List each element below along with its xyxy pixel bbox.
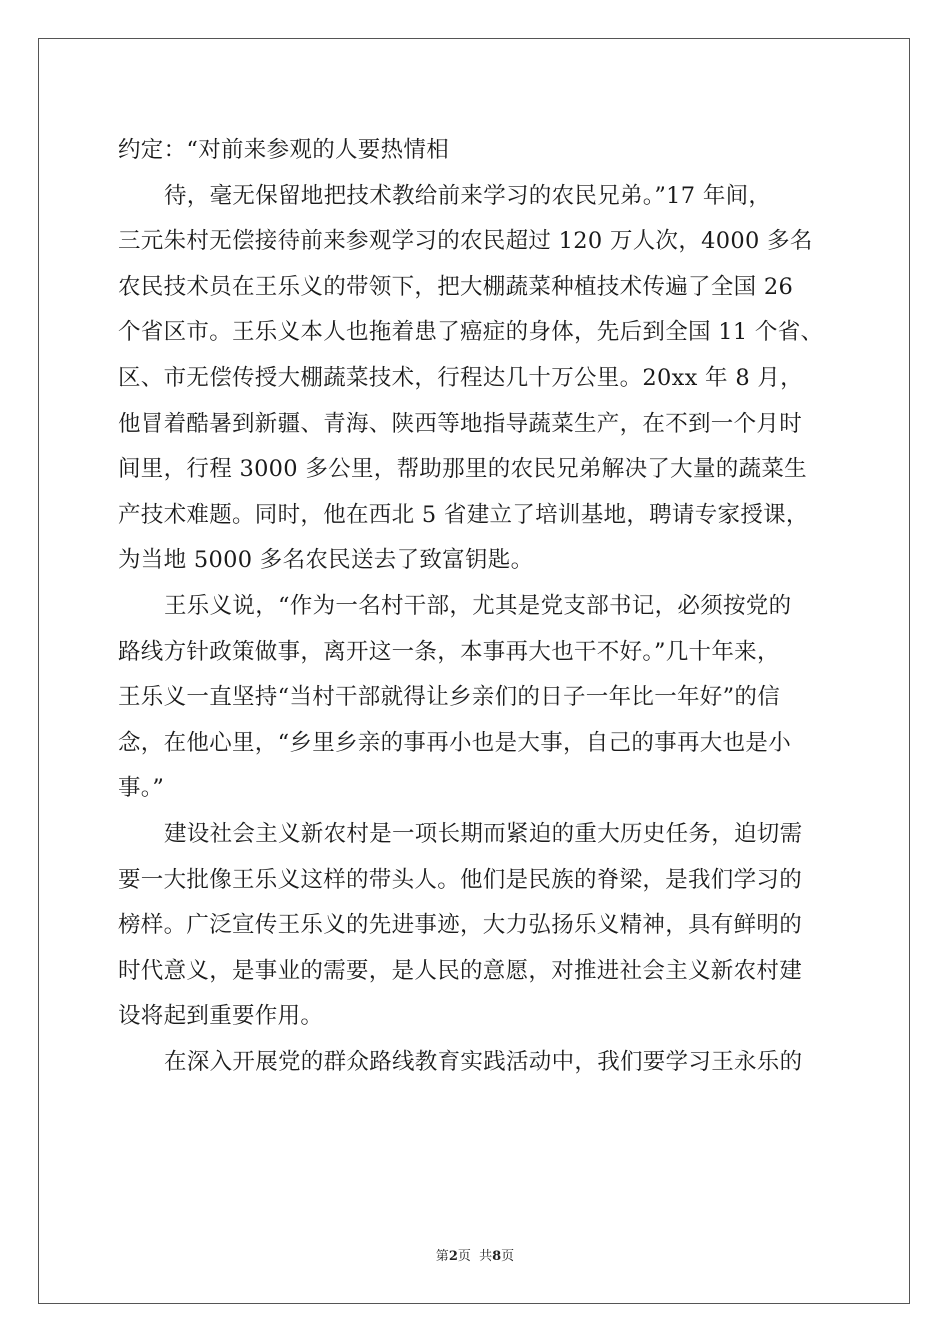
page-footer [0,1245,950,1264]
text-line: 路线方针政策做事，离开这一条，本事再大也干不好。”几十年来， [118,638,780,665]
text-line: 为当地 5000 多名农民送去了致富钥匙。 [118,547,534,574]
text-line: 区、市无偿传授大棚蔬菜技术，行程达几十万公里。20xx 年 8 月， [118,364,803,391]
text-line: 榜样。广泛宣传王乐义的先进事迹，大力弘扬乐义精神，具有鲜明的 [118,912,803,939]
footer-mid: 页 共 [457,1249,493,1264]
text-line: 设将起到重要作用。 [118,1003,324,1030]
text-line: 念，在他心里，“乡里乡亲的事再小也是大事，自己的事再大也是小 [118,729,792,756]
text-line: 要一大批像王乐义这样的带头人。他们是民族的脊梁，是我们学习的 [118,866,803,893]
text-line: 在深入开展党的群众路线教育实践活动中，我们要学习王永乐的 [164,1048,803,1075]
footer-page-number: 2 [448,1249,458,1264]
text-line: 待，毫无保留地把技术教给前来学习的农民兄弟。”17 年间， [164,182,772,209]
text-line: 王乐义一直坚持“当村干部就得让乡亲们的日子一年比一年好”的信 [118,684,781,711]
text-line: 事。” [118,775,165,802]
text-line: 农民技术员在王乐义的带领下，把大棚蔬菜种植技术传遍了全国 26 [118,273,794,300]
text-line: 三元朱村无偿接待前来参观学习的农民超过 120 万人次，4000 多名 [118,228,813,255]
text-line: 产技术难题。同时，他在西北 5 省建立了培训基地，聘请专家授课， [118,501,809,528]
text-line: 王乐义说，“作为一名村干部，尤其是党支部书记，必须按党的 [164,592,792,619]
text-line: 约定：“对前来参观的人要热情相 [118,137,450,163]
text-line: 建设社会主义新农村是一项长期而紧迫的重大历史任务，迫切需 [164,820,803,847]
footer-suffix: 页 [501,1249,515,1264]
document-body [118,128,848,1085]
text-line: 间里，行程 3000 多公里，帮助那里的农民兄弟解决了大量的蔬菜生 [118,456,807,483]
text-line: 个省区市。王乐义本人也拖着患了癌症的身体，先后到全国 11 个省、 [118,319,824,346]
footer-prefix: 第 [435,1249,449,1264]
text-line: 时代意义，是事业的需要，是人民的意愿，对推进社会主义新农村建 [118,957,803,984]
footer-total-pages: 8 [492,1249,502,1264]
text-line: 他冒着酷暑到新疆、青海、陕西等地指导蔬菜生产，在不到一个月时 [118,410,803,437]
